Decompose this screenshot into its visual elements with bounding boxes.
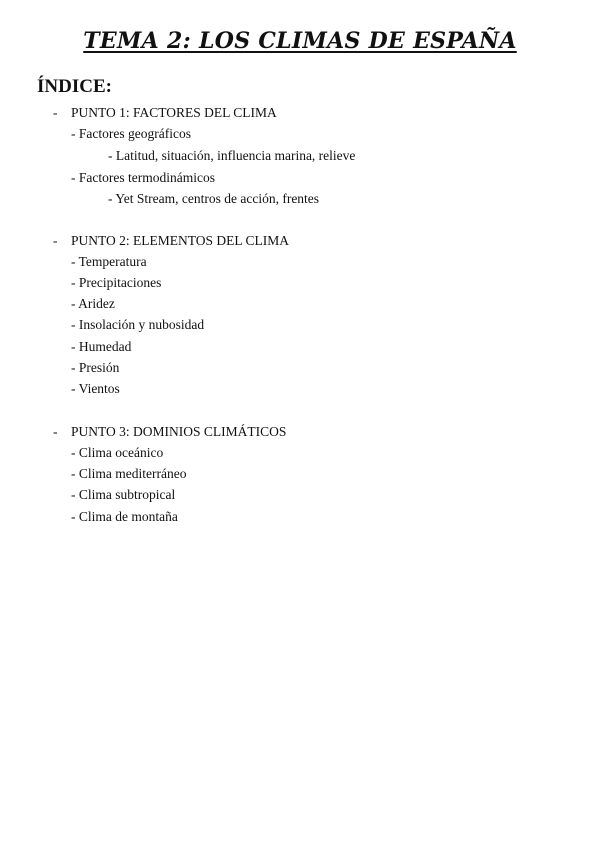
section-heading: PUNTO 1: FACTORES DEL CLIMA [71,105,277,120]
section-bullet: - [53,424,58,439]
list-item: - Temperatura [71,254,147,269]
section-bullet: - [53,233,58,248]
list-item: - Precipitaciones [71,275,162,290]
list-item: - Clima subtropical [71,487,176,502]
section-bullet: - [53,105,58,120]
list-item: - Latitud, situación, influencia marina, relieve [108,148,356,163]
document-title: TEMA 2: LOS CLIMAS DE ESPAÑA [83,28,517,54]
list-item: - Humedad [71,339,132,354]
list-item: - Aridez [71,296,115,311]
list-item: - Clima mediterráneo [71,466,187,481]
list-item: - Insolación y nubosidad [71,317,205,332]
list-item: - Clima oceánico [71,445,164,460]
index-heading: ÍNDICE: [37,76,112,97]
list-item: - Factores geográficos [71,126,191,141]
list-item: - Yet Stream, centros de acción, frentes [108,191,320,206]
list-item: - Clima de montaña [71,509,178,524]
list-item: - Presión [71,360,120,375]
list-item: - Vientos [71,381,120,396]
section-heading: PUNTO 3: DOMINIOS CLIMÁTICOS [71,424,287,439]
section-heading: PUNTO 2: ELEMENTOS DEL CLIMA [71,233,289,248]
list-item: - Factores termodinámicos [71,170,215,185]
